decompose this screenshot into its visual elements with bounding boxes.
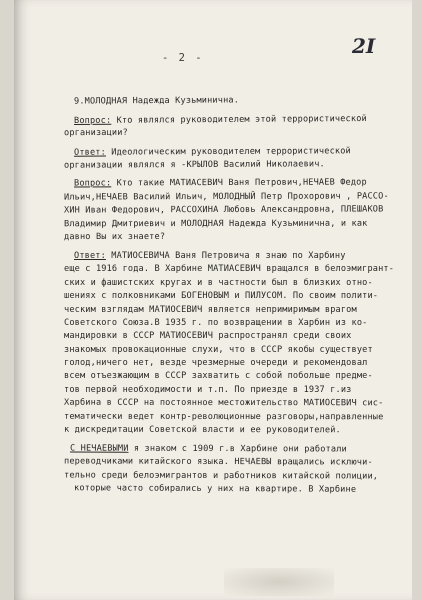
text-run: Идеологическим руководителем террористической (105, 146, 351, 158)
text-line (64, 232, 165, 242)
text-run: давно Вы их знаете? (63, 231, 166, 243)
text-run: тематически ведет контр-революционные разговоры,направленные (63, 411, 384, 423)
text-line (64, 291, 378, 301)
underlined-label: Ответ: (74, 251, 106, 261)
text-run: еще с 1916 года. В Харбине МАТИАСЕВИЧ вращался в белоэмигрант- (64, 264, 395, 274)
handwritten-folio-number: 2I (352, 34, 376, 58)
document-page (14, 0, 412, 600)
text-run: я знаком с 1909 г.в Харбине они работали (128, 443, 347, 455)
page-number: - 2 - (162, 52, 204, 64)
text-line (64, 264, 394, 274)
underlined-label: Ответ: (73, 147, 106, 158)
text-line (74, 251, 346, 261)
text-run: мандировки в СССР МАТИОСЕВИЧ распространял среди своих (64, 331, 352, 341)
text-line (74, 483, 356, 494)
underlined-label: С НЕЧАЕВЫМИ (69, 443, 129, 454)
text-line (70, 444, 347, 455)
text-run: шениях с полковниками БОГЕНОВЫМ и ПИЛУСОМ. По своим полити- (64, 291, 379, 301)
text-line (74, 114, 367, 126)
stamp-smudge (224, 568, 334, 596)
underlined-label: Вопрос: (73, 178, 112, 189)
text-line (64, 425, 341, 435)
text-run: Советского Союза.В 1935 г. по возвращении в Харбин из ко- (64, 318, 368, 328)
text-line (74, 146, 351, 157)
underlined-label: Вопрос: (73, 115, 112, 127)
text-run: Владимир Дмитриевич и МОЛОДНАЯ Надежда Кузьминична, и как (63, 218, 368, 230)
text-line (64, 191, 389, 202)
text-run: Харбина в СССР на постоянное местожительство МАТИОСЕВИЧ сис- (63, 397, 384, 409)
text-line (64, 371, 373, 381)
text-run: знакомых провокационные слухи, что в СССР якобы существует (64, 345, 373, 355)
text-line (64, 385, 352, 395)
text-run: тов первой необходимости и т.п. По приезде в 1937 г.из (64, 385, 352, 395)
text-line (64, 470, 378, 481)
text-run: переводчиками китайского языка. НЕЧАЕВЫ вращались исключи- (63, 456, 373, 468)
text-line (64, 204, 383, 215)
text-line (64, 219, 367, 230)
text-line (64, 305, 357, 315)
text-line (74, 95, 239, 106)
text-run: ХИН Иван Федорович, РАССОХИНА Любовь Александровна, ПЛЕШАКОВ (63, 204, 384, 216)
text-run: Кто являлся руководителем этой террористической (111, 113, 367, 126)
text-line (74, 177, 367, 188)
text-run: организации? (63, 127, 128, 139)
text-run: которые часто собирались у них на квартире. В Харбине (73, 483, 357, 495)
text-run: ческим взглядам МАТИОСЕВИЧ является непримиримым врагом (64, 305, 357, 315)
text-line (64, 412, 383, 423)
text-run: организации являлся я -КРЫЛОВ Василий Николаевич. (63, 159, 325, 171)
text-line (64, 331, 352, 341)
text-run: тельно среди белоэмигрантов и работников китайской полиции, (63, 470, 379, 482)
text-line (64, 456, 373, 467)
text-run: голод,ничего нет, везде чрезмерные очереди и рекомендовал (64, 358, 368, 368)
text-run: Кто такие МАТИАСЕВИЧ Ваня Петрович,НЕЧАЕВ Федор (111, 177, 367, 189)
text-run: МАТИОСЕВИЧА Ваня Петровича я знаю по Харбину (105, 251, 346, 261)
text-run: 9.МОЛОДНАЯ Надежда Кузьминична. (73, 95, 240, 107)
text-line (64, 128, 128, 138)
text-line (64, 398, 383, 409)
text-line (64, 318, 367, 328)
text-line (64, 278, 373, 288)
text-line (64, 358, 367, 368)
text-run: к дискредитации Советской власти и ее руководителей. (63, 424, 341, 436)
text-run: ских и фашистских кругах и в частности был в близких отно- (64, 278, 373, 288)
text-run: всем отъезжающим в СССР захватить с собой побольше предме- (64, 371, 373, 381)
text-line (64, 345, 373, 355)
text-run: Ильич,НЕЧАЕВ Василий Ильич, МОЛОДНЫЙ Петр Прохорович , РАССО- (63, 191, 389, 203)
text-line (64, 159, 325, 170)
